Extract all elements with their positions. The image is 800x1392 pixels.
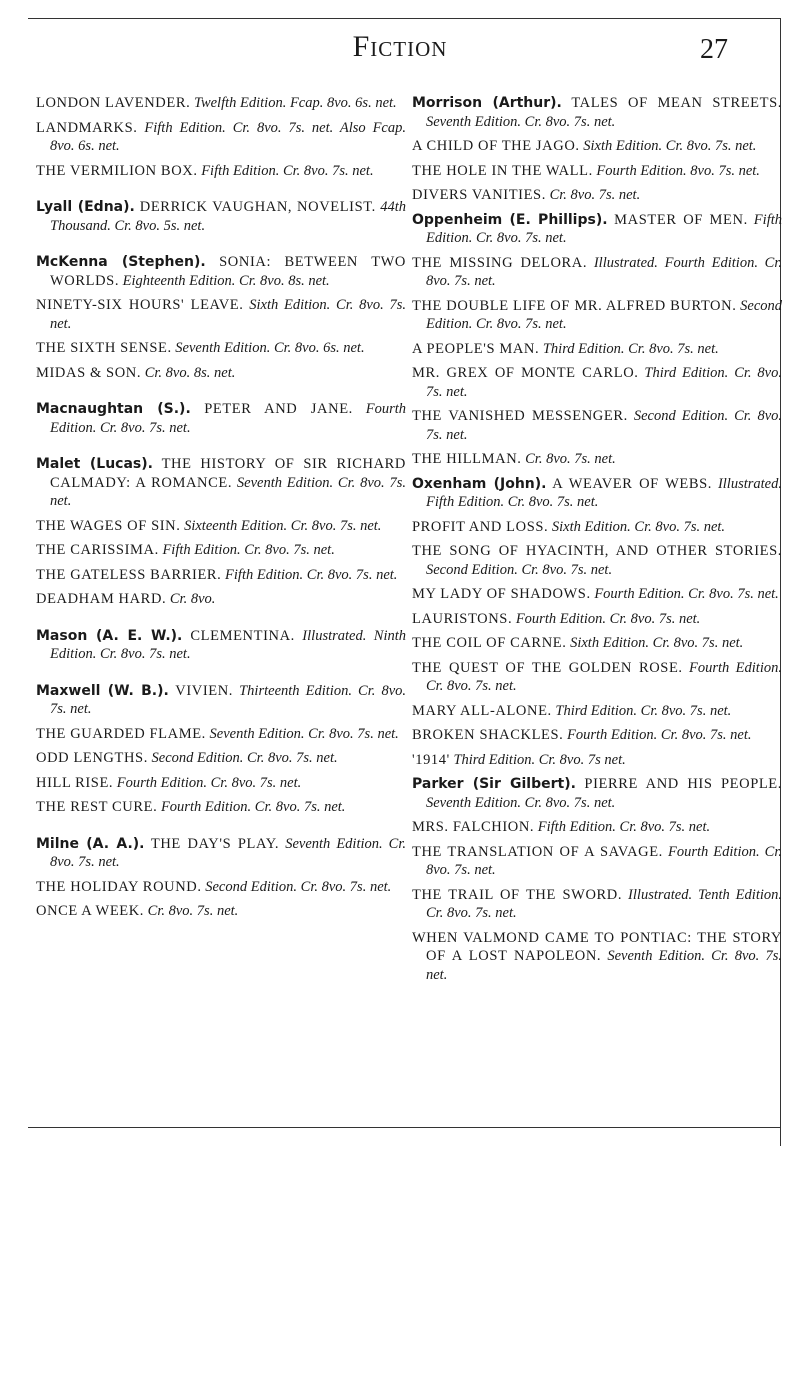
entry-details: Illustrated. Fifth Edition. Cr. 8vo. 7s. net.	[426, 475, 782, 510]
entry-details: Fifth Edition. Cr. 8vo. 7s. net.	[221, 566, 398, 583]
entry-details: Fifth Edition. Cr. 8vo. 7s. net.	[534, 819, 711, 835]
entry-details: Fourth Edition. Cr. 8vo. 7s. net.	[113, 774, 302, 791]
entry-details: Cr. 8vo. 7s. net.	[545, 187, 641, 203]
catalog-entry	[36, 541, 406, 560]
catalog-entry	[412, 254, 782, 291]
entry-details: Second Edition. Cr. 8vo. 7s. net.	[426, 561, 613, 578]
entry-details: Fourth Edition. Cr. 8vo. 7s. net.	[512, 610, 701, 627]
entry-title: MARY ALL-ALONE.	[412, 702, 552, 719]
entry-details: Seventh Edition. Cr. 8vo. 7s. net.	[426, 794, 616, 811]
entry-details: Fifth Edition. Cr. 8vo. 7s. net.	[158, 542, 335, 558]
entry-details: Cr. 8vo. 7s. net.	[521, 451, 616, 467]
entry-title: LAURISTONS.	[412, 610, 513, 627]
entry-title: THE CARISSIMA.	[36, 542, 159, 558]
entry-details: Third Edition. Cr. 8vo. 7s. net.	[426, 365, 782, 400]
catalog-entry	[36, 798, 406, 817]
entry-title: MRS. FALCHION.	[412, 819, 535, 835]
entry-title: THE HILLMAN.	[412, 451, 522, 467]
entry-title: THE HOLE IN THE WALL.	[412, 162, 593, 179]
catalog-entry	[412, 364, 782, 401]
entry-details: Fourth Edition. 8vo. 7s. net.	[592, 162, 760, 179]
entry-title: THE REST CURE.	[36, 799, 158, 815]
catalog-entry	[36, 902, 406, 921]
entry-title: SONIA: BETWEEN TWO WORLDS.	[50, 254, 407, 289]
catalog-entry	[36, 590, 406, 609]
entry-details: Seventh Edition. Cr. 8vo. 7s. net.	[50, 835, 406, 870]
entry-author: Morrison (Arthur).	[412, 95, 562, 111]
catalog-entry	[412, 94, 782, 131]
catalog-entry	[412, 702, 782, 721]
entry-title: TALES OF MEAN STREETS.	[561, 95, 782, 111]
entry-title: THE COIL OF CARNE.	[412, 635, 567, 651]
catalog-entry	[412, 542, 782, 579]
entry-details: Second Edition. Cr. 8vo. 7s. net.	[426, 408, 782, 443]
entry-details: Cr. 8vo. 8s. net.	[141, 364, 236, 381]
entry-title: PROFIT AND LOSS.	[412, 518, 549, 535]
entry-title: BROKEN SHACKLES.	[412, 727, 564, 743]
entry-title: MASTER OF MEN.	[607, 211, 748, 228]
entry-title: A CHILD OF THE JAGO.	[412, 138, 580, 154]
entry-details: Fifth Edition. Cr. 8vo. 7s. net. Also Fcap. 8vo. 6s. net.	[50, 119, 406, 154]
entry-title: A PEOPLE'S MAN.	[412, 340, 540, 357]
catalog-entry	[36, 94, 406, 113]
entry-title: THE DOUBLE LIFE OF MR. ALFRED BURTON.	[412, 297, 737, 314]
entry-title: THE HISTORY OF SIR RICHARD CALMADY: A ROMANCE.	[50, 456, 406, 491]
entry-author: Macnaughtan (S.).	[36, 401, 191, 417]
catalog-entry	[36, 162, 406, 181]
entry-author: Maxwell (W. B.).	[36, 682, 169, 699]
entry-details: Illustrated. Ninth Edition. Cr. 8vo. 7s. net.	[50, 627, 407, 662]
entry-details: Third Edition. Cr. 8vo. 7s. net.	[539, 340, 719, 357]
catalog-entry	[412, 818, 782, 837]
catalog-entry	[412, 886, 782, 923]
entry-details: Illustrated. Tenth Edition. Cr. 8vo. 7s. net.	[426, 886, 782, 921]
catalog-entry	[36, 725, 406, 744]
catalog-entry	[412, 297, 782, 334]
entry-details: Third Edition. Cr. 8vo. 7s net.	[449, 751, 626, 768]
entry-title: MR. GREX OF MONTE CARLO.	[412, 365, 639, 381]
catalog-entry	[36, 566, 406, 585]
entry-details: Sixth Edition. Cr. 8vo. 7s. net.	[50, 297, 406, 332]
entry-title: THE HOLIDAY ROUND.	[36, 878, 202, 895]
entry-title: PIERRE AND HIS PEOPLE.	[575, 776, 782, 792]
entry-title: DIVERS VANITIES.	[412, 187, 546, 203]
left-column	[36, 94, 406, 927]
page-number: 27	[700, 34, 728, 65]
entry-details: Thirteenth Edition. Cr. 8vo. 7s. net.	[50, 682, 407, 717]
entry-title: THE SIXTH SENSE.	[36, 340, 172, 356]
entry-title: THE DAY'S PLAY.	[144, 835, 280, 852]
entry-details: Twelfth Edition. Fcap. 8vo. 6s. net.	[190, 95, 397, 111]
entry-details: Third Edition. Cr. 8vo. 7s. net.	[551, 702, 732, 719]
entry-details: Seventh Edition. Cr. 8vo. 7s. net.	[205, 725, 399, 742]
catalog-entry	[36, 253, 406, 290]
catalog-entry	[412, 751, 782, 770]
entry-title: LANDMARKS.	[36, 119, 138, 136]
entry-details: Second Edition. Cr. 8vo. 7s. net.	[147, 750, 338, 766]
entry-details: Cr. 8vo.	[166, 591, 216, 607]
entry-details: Second Edition. Cr. 8vo. 7s. net.	[201, 878, 392, 895]
catalog-entry	[412, 843, 782, 880]
catalog-entry	[36, 364, 406, 383]
entry-author: Malet (Lucas).	[36, 456, 153, 472]
catalog-entry	[412, 407, 782, 444]
right-column	[412, 94, 782, 990]
entry-title: THE GUARDED FLAME.	[36, 725, 206, 742]
entry-details: Sixth Edition. Cr. 8vo. 7s. net.	[579, 138, 757, 154]
bottom-rule	[28, 1127, 780, 1128]
catalog-entry	[412, 585, 782, 604]
entry-details: Fifth Edition. Cr. 8vo. 7s. net.	[426, 211, 783, 246]
catalog-entry	[412, 726, 782, 745]
catalog-entry	[412, 340, 782, 359]
page-header-title: Fiction	[352, 30, 448, 63]
entry-details: Second Edition. Cr. 8vo. 7s. net.	[426, 297, 783, 332]
entry-title: THE GATELESS BARRIER.	[36, 566, 222, 583]
entry-author: Mason (A. E. W.).	[36, 627, 183, 644]
entry-title: MY LADY OF SHADOWS.	[412, 586, 591, 602]
catalog-entry	[36, 749, 406, 768]
entry-author: Parker (Sir Gilbert).	[412, 776, 576, 792]
entry-title: CLEMENTINA.	[182, 627, 295, 644]
catalog-entry	[36, 455, 406, 511]
catalog-entry	[36, 878, 406, 897]
catalog-entry	[36, 774, 406, 793]
entry-title: LONDON LAVENDER.	[36, 95, 191, 111]
entry-title: THE VERMILION BOX.	[36, 162, 198, 179]
catalog-entry	[36, 835, 406, 872]
entry-title: HILL RISE.	[36, 774, 114, 791]
entry-title: DERRICK VAUGHAN, NOVELIST.	[134, 199, 376, 215]
entry-title: PETER AND JANE.	[190, 401, 353, 417]
catalog-entry	[412, 518, 782, 537]
catalog-entry	[412, 634, 782, 653]
top-rule	[28, 18, 780, 19]
catalog-entry	[412, 186, 782, 205]
entry-title: THE SONG OF HYACINTH, AND OTHER STORIES.	[412, 543, 782, 559]
catalog-entry	[36, 400, 406, 437]
entry-details: Seventh Edition. Cr. 8vo. 6s. net.	[171, 340, 365, 356]
catalog-entry	[412, 659, 782, 696]
entry-title: NINETY-SIX HOURS' LEAVE.	[36, 297, 244, 313]
entry-details: Seventh Edition. Cr. 8vo. 7s. net.	[426, 113, 616, 130]
catalog-entry	[36, 296, 406, 333]
entry-title: '1914'	[412, 751, 450, 768]
entry-details: Eighteenth Edition. Cr. 8vo. 8s. net.	[119, 272, 330, 289]
entry-title: WHEN VALMOND CAME TO PONTIAC: THE STORY OF A LOST NAPOLEON.	[412, 929, 782, 964]
entry-title: THE MISSING DELORA.	[412, 254, 588, 271]
entry-title: THE TRAIL OF THE SWORD.	[412, 886, 623, 903]
entry-title: THE TRANSLATION OF A SAVAGE.	[412, 843, 663, 860]
entry-author: Milne (A. A.).	[36, 835, 145, 852]
entry-title: THE WAGES OF SIN.	[36, 517, 181, 534]
catalog-entry	[412, 137, 782, 156]
entry-author: McKenna (Stephen).	[36, 254, 206, 270]
entry-title: ONCE A WEEK.	[36, 903, 145, 919]
entry-title: A WEAVER OF WEBS.	[546, 475, 712, 492]
entry-details: Fourth Edition. Cr. 8vo. 7s. net.	[50, 401, 407, 436]
catalog-entry	[36, 682, 406, 719]
entry-author: Lyall (Edna).	[36, 199, 135, 215]
catalog-entry	[36, 119, 406, 156]
catalog-entry	[412, 162, 782, 181]
entry-details: Sixteenth Edition. Cr. 8vo. 7s. net.	[180, 517, 382, 534]
catalog-entry	[412, 929, 782, 985]
entry-details: Sixth Edition. Cr. 8vo. 7s. net.	[548, 518, 726, 535]
entry-title: ODD LENGTHS.	[36, 750, 148, 766]
entry-details: Fourth Edition. Cr. 8vo. 7s. net.	[426, 843, 782, 878]
entry-title: THE VANISHED MESSENGER.	[412, 408, 628, 424]
entry-details: 44th Thousand. Cr. 8vo. 5s. net.	[50, 199, 406, 234]
catalog-entry	[36, 198, 406, 235]
entry-details: Fourth Edition. Cr. 8vo. 7s. net.	[590, 586, 779, 602]
catalog-entry	[36, 627, 406, 664]
catalog-entry	[412, 211, 782, 248]
entry-details: Illustrated. Fourth Edition. Cr. 8vo. 7s. net.	[426, 254, 783, 289]
catalog-entry	[412, 775, 782, 812]
entry-details: Cr. 8vo. 7s. net.	[144, 903, 239, 919]
entry-title: DEADHAM HARD.	[36, 591, 167, 607]
entry-author: Oppenheim (E. Phillips).	[412, 211, 608, 228]
catalog-entry	[412, 475, 782, 512]
entry-details: Fourth Edition. Cr. 8vo. 7s. net.	[157, 799, 346, 815]
entry-details: Sixth Edition. Cr. 8vo. 7s. net.	[566, 635, 744, 651]
entry-details: Fourth Edition. Cr. 8vo. 7s. net.	[563, 727, 752, 743]
entry-details: Seventh Edition. Cr. 8vo. 7s. net.	[426, 948, 782, 983]
entry-title: MIDAS & SON.	[36, 364, 142, 381]
catalog-entry	[36, 339, 406, 358]
entry-title: VIVIEN.	[168, 682, 234, 699]
entry-details: Fourth Edition. Cr. 8vo. 7s. net.	[426, 659, 782, 694]
catalog-entry	[36, 517, 406, 536]
entry-details: Fifth Edition. Cr. 8vo. 7s. net.	[197, 162, 374, 179]
catalog-entry	[412, 450, 782, 469]
entry-author: Oxenham (John).	[412, 475, 547, 492]
entry-title: THE QUEST OF THE GOLDEN ROSE.	[412, 659, 683, 676]
catalog-entry	[412, 610, 782, 629]
entry-details: Seventh Edition. Cr. 8vo. 7s. net.	[50, 474, 406, 509]
